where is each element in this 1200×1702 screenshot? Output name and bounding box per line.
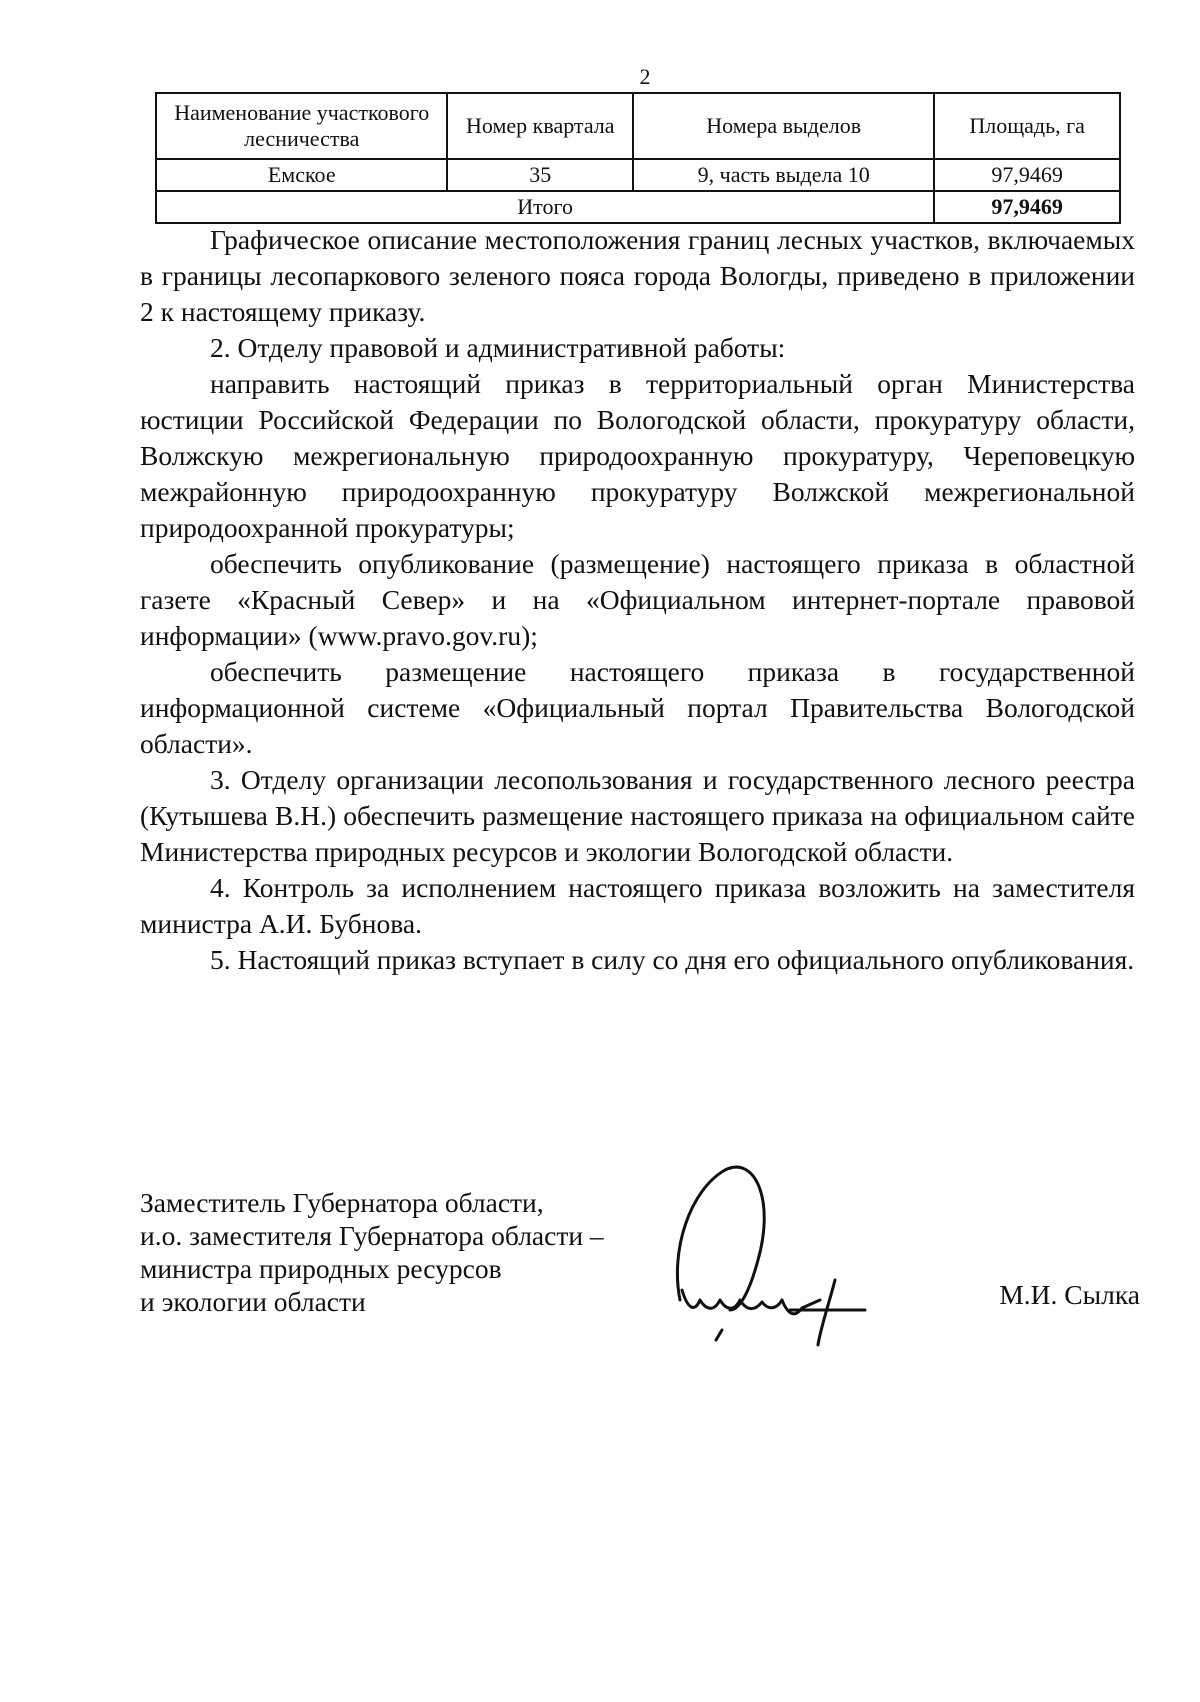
header-quarter-number: Номер квартала — [447, 93, 633, 159]
signatory-title-line: министра природных ресурсов — [140, 1253, 502, 1284]
header-area: Площадь, га — [934, 93, 1120, 159]
table-total-row — [156, 191, 1120, 223]
paragraph-item-3: 3. Отделу организации лесопользования и государственного лесного реестра (Кутышева В.Н.) обеспечить размещение настоящего приказа на официальном сайте Министерства природных ресурсов и экологии Вологодской области. — [140, 764, 1135, 867]
page-number: 2 — [639, 64, 651, 89]
signatory-name: М.И. Сылка — [999, 1279, 1140, 1310]
paragraph-portal-placement: обеспечить размещение настоящего приказа в государственной информационной системе «Официальный портал Правительства Вологодской области». — [140, 656, 1135, 759]
cell-forestry-name: Емское — [156, 159, 447, 191]
paragraph-graphic-description: Графическое описание местоположения границ лесных участков, включаемых в границы лесопаркового зеленого пояса города Вологды, приведено в приложении 2 к настоящему приказу. — [140, 224, 1135, 327]
signatory-title-line: и.о. заместителя Губернатора области – — [140, 1220, 604, 1251]
total-label: Итого — [156, 191, 934, 223]
cell-area: 97,9469 — [934, 159, 1120, 191]
order-body — [140, 222, 1135, 978]
header-forestry-name: Наименование участкового лесничества — [156, 93, 447, 159]
handwritten-signature — [670, 1160, 870, 1350]
header-allotment-numbers: Номера выделов — [633, 93, 934, 159]
paragraph-send-order: направить настоящий приказ в территориальный орган Министерства юстиции Российской Федерации по Вологодской области, прокуратуру области, Волжскую межрегиональную природоохранную прокуратуру, Череповецкую межрайонную природоохранную прокуратуру Волжской межрегиональной природоохранной прокуратуры; — [140, 368, 1135, 543]
paragraph-publication: обеспечить опубликование (размещение) настоящего приказа в областной газете «Красный Север» и на «Официальном интернет-портале правовой информации» (www.pravo.gov.ru); — [140, 548, 1135, 651]
cell-quarter-number: 35 — [447, 159, 633, 191]
signatory-title-line: и экологии области — [140, 1286, 366, 1317]
paragraph-item-4: 4. Контроль за исполнением настоящего приказа возложить на заместителя министра А.И. Бубнова. — [140, 872, 1135, 939]
paragraph-item-5: 5. Настоящий приказ вступает в силу со дня его официального опубликования. — [210, 944, 1135, 975]
cell-allotment-numbers: 9, часть выдела 10 — [633, 159, 934, 191]
table-row — [156, 159, 1120, 191]
signatory-title — [140, 1186, 604, 1318]
paragraph-item-2: 2. Отделу правовой и административной работы: — [210, 332, 786, 363]
signatory-title-line: Заместитель Губернатора области, — [140, 1187, 544, 1218]
forest-plots-table — [155, 92, 1121, 224]
total-value: 97,9469 — [934, 191, 1120, 223]
table-header-row — [156, 93, 1120, 159]
